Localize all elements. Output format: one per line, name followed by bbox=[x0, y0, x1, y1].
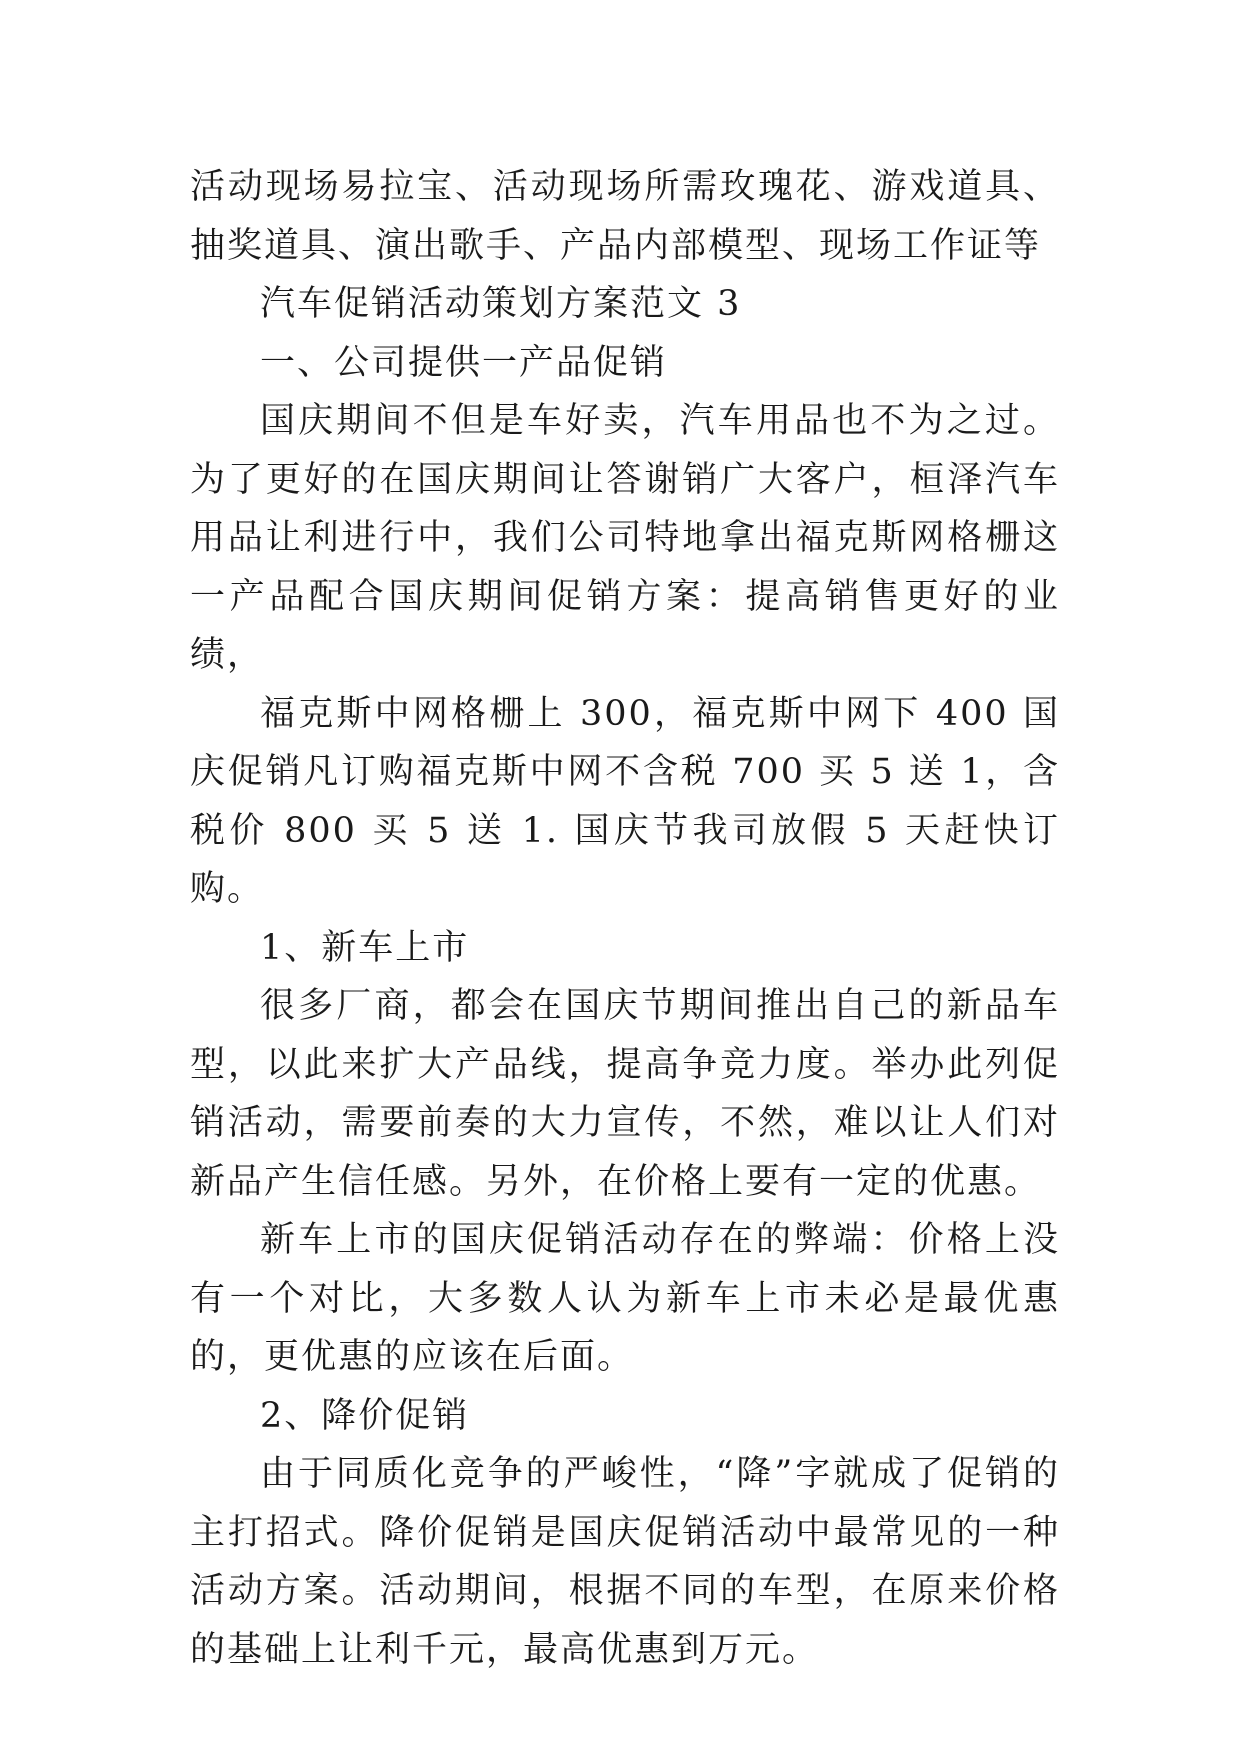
heading-price-cut-promotion: 2、降价促销 bbox=[260, 1395, 470, 1436]
paragraph-price-cut-promotion: 由于同质化竞争的严峻性，“降”字就成了促销的主打招式。降价促销是国庆促销活动中最常见的一种活动方案。活动期间，根据不同的车型，在原来价格的基础上让利千元，最高优惠到万元。 bbox=[190, 1454, 1060, 1670]
section-title-sample-3: 汽车促销活动策划方案范文 3 bbox=[260, 284, 742, 324]
paragraph-materials-list: 活动现场易拉宝、活动现场所需玫瑰花、游戏道具、抽奖道具、演出歌手、产品内部模型、现场工作证等 bbox=[190, 167, 1060, 266]
document-body bbox=[190, 158, 1060, 1679]
paragraph-new-car-drawbacks: 新车上市的国庆促销活动存在的弊端：价格上没有一个对比，大多数人认为新车上市未必是最优惠的，更优惠的应该在后面。 bbox=[190, 1220, 1060, 1377]
paragraph-new-car-launch: 很多厂商，都会在国庆节期间推出自己的新品车型，以此来扩大产品线，提高争竞力度。举办此列促销活动，需要前奏的大力宣传，不然，难以让人们对新品产生信任感。另外，在价格上要有一定的优惠。 bbox=[190, 986, 1060, 1202]
paragraph-focus-grille-pricing: 福克斯中网格栅上 300，福克斯中网下 400 国庆促销凡订购福克斯中网不含税 700 买 5 送 1，含税价 800 买 5 送 1. 国庆节我司放假 5 天赶快订购。 bbox=[190, 693, 1060, 909]
paragraph-national-day-accessories: 国庆期间不但是车好卖，汽车用品也不为之过。为了更好的在国庆期间让答谢销广大客户，桓泽汽车用品让利进行中，我们公司特地拿出福克斯网格栅这一产品配合国庆期间促销方案：提高销售更好的业绩， bbox=[190, 401, 1060, 675]
heading-new-car-launch: 1、新车上市 bbox=[260, 927, 470, 968]
heading-company-product-promotion: 一、公司提供一产品促销 bbox=[260, 342, 668, 383]
